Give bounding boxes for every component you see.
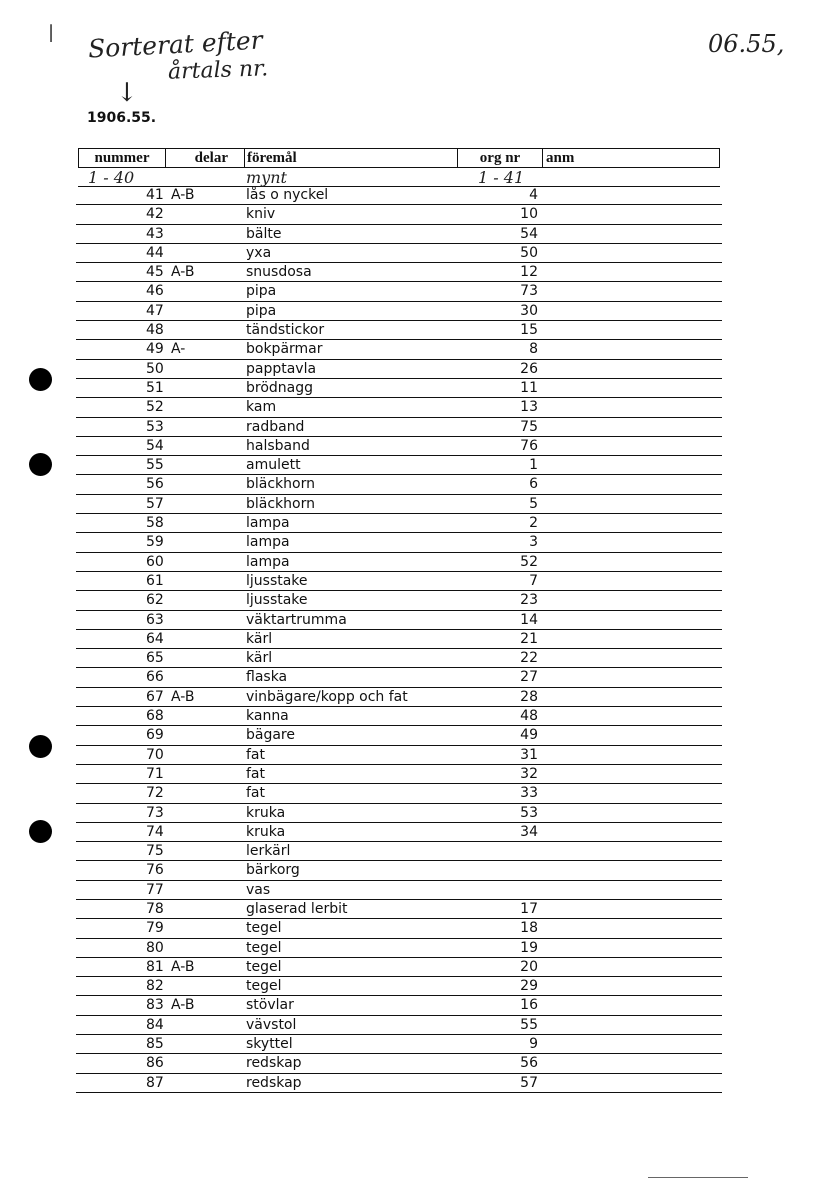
cell-nummer: 52 bbox=[146, 399, 164, 416]
cell-foremal: ljusstake bbox=[246, 572, 308, 589]
cell-org-nr: 50 bbox=[520, 244, 538, 261]
cell-org-nr: 9 bbox=[529, 1036, 538, 1053]
cell-foremal: kärl bbox=[246, 630, 273, 647]
cell-foremal: amulett bbox=[246, 457, 301, 474]
cell-org-nr: 52 bbox=[520, 553, 538, 570]
cell-nummer: 76 bbox=[146, 862, 164, 879]
cell-org-nr: 10 bbox=[520, 206, 538, 223]
cell-nummer: 70 bbox=[146, 746, 164, 763]
cell-nummer: 54 bbox=[146, 437, 164, 454]
header-org-nr: org nr bbox=[458, 149, 543, 167]
cell-foremal: flaska bbox=[246, 669, 288, 686]
table-row bbox=[76, 823, 722, 842]
cell-foremal: skyttel bbox=[246, 1036, 293, 1053]
handwritten-foremal: mynt bbox=[246, 168, 287, 187]
header-delar: delar bbox=[166, 149, 245, 167]
cell-org-nr: 53 bbox=[520, 804, 538, 821]
cell-foremal: vinbägare/kopp och fat bbox=[246, 688, 408, 705]
table-row bbox=[76, 900, 722, 919]
cell-foremal: vävstol bbox=[246, 1016, 297, 1033]
cell-nummer: 69 bbox=[146, 727, 164, 744]
cell-org-nr: 14 bbox=[520, 611, 538, 628]
table-row bbox=[76, 437, 722, 456]
cell-foremal: kruka bbox=[246, 804, 286, 821]
cell-delar: A-B bbox=[171, 187, 195, 203]
cell-nummer: 57 bbox=[146, 495, 164, 512]
cell-org-nr: 32 bbox=[520, 765, 538, 782]
table-row bbox=[76, 668, 722, 687]
cell-foremal: lampa bbox=[246, 553, 290, 570]
cell-foremal: redskap bbox=[246, 1074, 302, 1091]
cell-nummer: 45 bbox=[146, 264, 164, 281]
cell-foremal: pipa bbox=[246, 302, 277, 319]
cell-foremal: kam bbox=[246, 399, 277, 416]
cell-org-nr: 5 bbox=[529, 495, 538, 512]
cell-org-nr: 6 bbox=[529, 476, 538, 493]
header-nummer: nummer bbox=[79, 149, 166, 167]
cell-nummer: 66 bbox=[146, 669, 164, 686]
document-id: 1906.55. bbox=[87, 110, 157, 126]
cell-nummer: 62 bbox=[146, 592, 164, 609]
cell-org-nr: 3 bbox=[529, 534, 538, 551]
cell-nummer: 68 bbox=[146, 708, 164, 725]
cell-foremal: väktartrumma bbox=[246, 611, 347, 628]
cell-foremal: ljusstake bbox=[246, 592, 308, 609]
cell-org-nr: 4 bbox=[529, 187, 538, 203]
cell-nummer: 58 bbox=[146, 515, 164, 532]
cell-nummer: 59 bbox=[146, 534, 164, 551]
table-row bbox=[76, 784, 722, 803]
cell-org-nr: 26 bbox=[520, 360, 538, 377]
cell-foremal: lampa bbox=[246, 515, 290, 532]
table-body bbox=[76, 186, 722, 1093]
cell-org-nr: 31 bbox=[520, 746, 538, 763]
table-row bbox=[76, 611, 722, 630]
header-foremal: föremål bbox=[245, 149, 458, 167]
cell-nummer: 55 bbox=[146, 457, 164, 474]
cell-nummer: 73 bbox=[146, 804, 164, 821]
punch-hole-icon bbox=[29, 735, 52, 758]
cell-org-nr: 13 bbox=[520, 399, 538, 416]
table-row bbox=[76, 263, 722, 282]
cell-delar: A-B bbox=[171, 264, 195, 281]
cell-foremal: lerkärl bbox=[246, 843, 291, 860]
table-row bbox=[76, 630, 722, 649]
cell-foremal: fat bbox=[246, 765, 265, 782]
cell-nummer: 41 bbox=[146, 187, 164, 203]
cell-org-nr: 33 bbox=[520, 785, 538, 802]
cell-nummer: 49 bbox=[146, 341, 164, 358]
table-row bbox=[76, 1016, 722, 1035]
cell-nummer: 80 bbox=[146, 939, 164, 956]
table-row bbox=[76, 379, 722, 398]
cell-foremal: yxa bbox=[246, 244, 272, 261]
cell-delar: A-B bbox=[171, 997, 195, 1014]
cell-foremal: vas bbox=[246, 881, 271, 898]
cell-org-nr: 49 bbox=[520, 727, 538, 744]
cell-foremal: tegel bbox=[246, 978, 282, 995]
table-row bbox=[76, 514, 722, 533]
cell-org-nr: 28 bbox=[520, 688, 538, 705]
cell-foremal: papptavla bbox=[246, 360, 317, 377]
handwritten-reference: 06.55, bbox=[708, 30, 785, 58]
table-row bbox=[76, 533, 722, 552]
cell-org-nr: 7 bbox=[529, 572, 538, 589]
table-row bbox=[76, 804, 722, 823]
cell-nummer: 81 bbox=[146, 958, 164, 975]
cell-nummer: 64 bbox=[146, 630, 164, 647]
cell-nummer: 56 bbox=[146, 476, 164, 493]
cell-foremal: redskap bbox=[246, 1055, 302, 1072]
table-row bbox=[76, 225, 722, 244]
table-row bbox=[76, 939, 722, 958]
cell-org-nr: 2 bbox=[529, 515, 538, 532]
table-row bbox=[76, 765, 722, 784]
cell-org-nr: 57 bbox=[520, 1074, 538, 1091]
cell-foremal: radband bbox=[246, 418, 305, 435]
cell-org-nr: 76 bbox=[520, 437, 538, 454]
table-row bbox=[76, 919, 722, 938]
cell-org-nr: 20 bbox=[520, 958, 538, 975]
table-row bbox=[76, 321, 722, 340]
cell-nummer: 82 bbox=[146, 978, 164, 995]
cell-nummer: 65 bbox=[146, 650, 164, 667]
cell-nummer: 63 bbox=[146, 611, 164, 628]
cell-foremal: lampa bbox=[246, 534, 290, 551]
cell-org-nr: 17 bbox=[520, 900, 538, 917]
cell-org-nr: 27 bbox=[520, 669, 538, 686]
handwritten-note-line2: årtals nr. bbox=[167, 56, 269, 85]
table-row bbox=[76, 1074, 722, 1093]
table-row bbox=[76, 591, 722, 610]
cell-foremal: bärkorg bbox=[246, 862, 300, 879]
table-row bbox=[76, 495, 722, 514]
table-row bbox=[76, 282, 722, 301]
cell-nummer: 75 bbox=[146, 843, 164, 860]
cell-org-nr: 75 bbox=[520, 418, 538, 435]
cell-foremal: bokpärmar bbox=[246, 341, 323, 358]
table-row bbox=[76, 881, 722, 900]
cell-nummer: 42 bbox=[146, 206, 164, 223]
table-row bbox=[76, 340, 722, 359]
table-row bbox=[76, 475, 722, 494]
handwritten-tick-mark: | bbox=[48, 22, 55, 43]
cell-nummer: 47 bbox=[146, 302, 164, 319]
cell-org-nr: 29 bbox=[520, 978, 538, 995]
table-row bbox=[76, 958, 722, 977]
table-row bbox=[76, 360, 722, 379]
cell-nummer: 77 bbox=[146, 881, 164, 898]
table-row bbox=[76, 842, 722, 861]
cell-nummer: 53 bbox=[146, 418, 164, 435]
cell-foremal: bälte bbox=[246, 225, 282, 242]
cell-nummer: 79 bbox=[146, 920, 164, 937]
cell-foremal: fat bbox=[246, 746, 265, 763]
cell-nummer: 67 bbox=[146, 688, 164, 705]
cell-org-nr: 55 bbox=[520, 1016, 538, 1033]
table-row bbox=[76, 418, 722, 437]
table-row bbox=[76, 302, 722, 321]
cell-nummer: 48 bbox=[146, 322, 164, 339]
cell-foremal: glaserad lerbit bbox=[246, 900, 348, 917]
cell-org-nr: 16 bbox=[520, 997, 538, 1014]
table-row bbox=[76, 726, 722, 745]
cell-nummer: 46 bbox=[146, 283, 164, 300]
cell-foremal: tegel bbox=[246, 939, 282, 956]
cell-org-nr: 12 bbox=[520, 264, 538, 281]
table-row bbox=[76, 996, 722, 1015]
cell-org-nr: 21 bbox=[520, 630, 538, 647]
cell-org-nr: 73 bbox=[520, 283, 538, 300]
table-row bbox=[76, 205, 722, 224]
cell-foremal: snusdosa bbox=[246, 264, 312, 281]
cell-nummer: 87 bbox=[146, 1074, 164, 1091]
cell-org-nr: 54 bbox=[520, 225, 538, 242]
cell-foremal: bläckhorn bbox=[246, 476, 315, 493]
table-row bbox=[76, 688, 722, 707]
cell-nummer: 44 bbox=[146, 244, 164, 261]
handwritten-note-line1: Sorterat efter bbox=[87, 25, 264, 64]
cell-foremal: kruka bbox=[246, 823, 286, 840]
cell-org-nr: 34 bbox=[520, 823, 538, 840]
punch-hole-icon bbox=[29, 453, 52, 476]
cell-org-nr: 30 bbox=[520, 302, 538, 319]
cell-nummer: 50 bbox=[146, 360, 164, 377]
cell-nummer: 85 bbox=[146, 1036, 164, 1053]
cell-org-nr: 1 bbox=[529, 457, 538, 474]
cell-foremal: kärl bbox=[246, 650, 273, 667]
table-row bbox=[76, 649, 722, 668]
table-row bbox=[76, 553, 722, 572]
cell-org-nr: 23 bbox=[520, 592, 538, 609]
handwritten-arrow-down-icon: ↓ bbox=[116, 78, 138, 108]
table-row bbox=[76, 746, 722, 765]
handwritten-nummer: 1 - 40 bbox=[88, 168, 135, 187]
cell-foremal: tändstickor bbox=[246, 322, 325, 339]
handwritten-org-nr: 1 - 41 bbox=[478, 168, 525, 187]
punch-hole-icon bbox=[29, 368, 52, 391]
cell-nummer: 51 bbox=[146, 379, 164, 396]
table-row bbox=[76, 861, 722, 880]
header-anm: anm bbox=[546, 150, 575, 166]
punch-hole-icon bbox=[29, 820, 52, 843]
cell-nummer: 72 bbox=[146, 785, 164, 802]
cell-org-nr: 8 bbox=[529, 341, 538, 358]
cell-org-nr: 48 bbox=[520, 708, 538, 725]
table-header bbox=[78, 148, 720, 168]
cell-org-nr: 56 bbox=[520, 1055, 538, 1072]
cell-nummer: 84 bbox=[146, 1016, 164, 1033]
cell-nummer: 60 bbox=[146, 553, 164, 570]
cell-foremal: brödnagg bbox=[246, 379, 314, 396]
cell-foremal: tegel bbox=[246, 958, 282, 975]
table-row bbox=[76, 1035, 722, 1054]
table-row bbox=[76, 1054, 722, 1073]
cell-org-nr: 18 bbox=[520, 920, 538, 937]
table-row bbox=[76, 572, 722, 591]
cell-nummer: 86 bbox=[146, 1055, 164, 1072]
cell-org-nr: 19 bbox=[520, 939, 538, 956]
cell-org-nr: 15 bbox=[520, 322, 538, 339]
table-row bbox=[76, 398, 722, 417]
cell-nummer: 61 bbox=[146, 572, 164, 589]
cell-foremal: pipa bbox=[246, 283, 277, 300]
cell-delar: A-B bbox=[171, 688, 195, 705]
cell-nummer: 71 bbox=[146, 765, 164, 782]
cell-nummer: 74 bbox=[146, 823, 164, 840]
cell-foremal: bägare bbox=[246, 727, 295, 744]
cell-foremal: kanna bbox=[246, 708, 289, 725]
table-row bbox=[76, 186, 722, 205]
cell-foremal: tegel bbox=[246, 920, 282, 937]
cell-nummer: 43 bbox=[146, 225, 164, 242]
table-row bbox=[76, 456, 722, 475]
cell-foremal: fat bbox=[246, 785, 265, 802]
cell-nummer: 83 bbox=[146, 997, 164, 1014]
cell-foremal: lås o nyckel bbox=[246, 187, 329, 203]
table-row bbox=[76, 244, 722, 263]
cell-nummer: 78 bbox=[146, 900, 164, 917]
cell-foremal: kniv bbox=[246, 206, 276, 223]
footer-divider bbox=[648, 1177, 748, 1178]
cell-delar: A-B bbox=[171, 958, 195, 975]
table-row bbox=[76, 707, 722, 726]
cell-foremal: bläckhorn bbox=[246, 495, 315, 512]
cell-org-nr: 22 bbox=[520, 650, 538, 667]
cell-delar: A- bbox=[171, 341, 186, 358]
cell-foremal: halsband bbox=[246, 437, 310, 454]
table-row bbox=[76, 977, 722, 996]
cell-org-nr: 11 bbox=[520, 379, 538, 396]
cell-foremal: stövlar bbox=[246, 997, 294, 1014]
handwritten-table-row bbox=[78, 168, 720, 187]
